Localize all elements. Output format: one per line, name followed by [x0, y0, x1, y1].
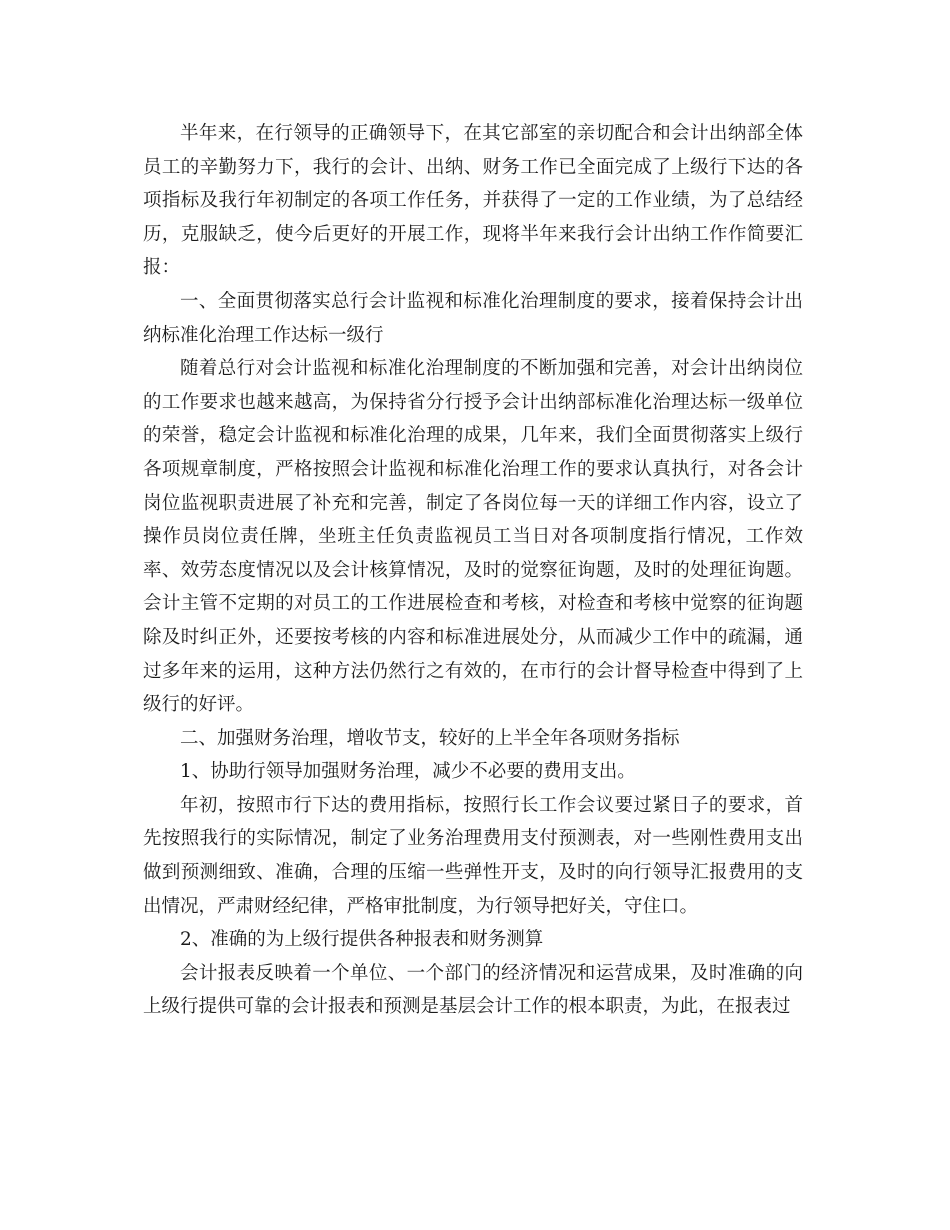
- paragraph-section-1: 随着总行对会计监视和标准化治理制度的不断加强和完善，对会计出纳岗位的工作要求也越来越高，为保持省分行授予会计出纳部标准化治理达标一级单位的荣誉，稳定会计监视和标准化治理的成果，几年来，我们全面贯彻落实上级行各项规章制度，严格按照会计监视和标准化治理工作的要求认真执行，对各会计岗位监视职责进展了补充和完善，制定了各岗位每一天的详细工作内容，设立了操作员岗位责任牌，坐班主任负责监视员工当日对各项制度指行情况，工作效率、效劳态度情况以及会计核算情况，及时的觉察征询题，及时的处理征询题。会计主管不定期的对员工的工作进展检查和考核，对检查和考核中觉察的征询题除及时纠正外，还要按考核的内容和标准进展处分，从而减少工作中的疏漏，通过多年来的运用，这种方法仍然行之有效的，在市行的会计督导检查中得到了上级行的好评。: [143, 358, 803, 716]
- document-body: [143, 117, 803, 1024]
- subheading-2-2: 2、准确的为上级行提供各种报表和财务测算: [180, 929, 544, 951]
- section-heading-2: 二、加强财务治理，增收节支，较好的上半全年各项财务指标: [180, 727, 680, 749]
- paragraph-intro: 半年来，在行领导的正确领导下，在其它部室的亲切配合和会计出纳部全体员工的辛勤努力下，我行的会计、出纳、财务工作已全面完成了上级行下达的各项指标及我行年初制定的各项工作任务，并获得了一定的工作业绩，为了总结经历，克服缺乏，使今后更好的开展工作，现将半年来我行会计出纳工作作简要汇报：: [143, 123, 803, 279]
- section-heading-1: 一、全面贯彻落实总行会计监视和标准化治理制度的要求，接着保持会计出纳标准化治理工作达标一级行: [143, 290, 803, 346]
- subheading-2-1: 1、协助行领导加强财务治理，减少不必要的费用支出。: [180, 761, 636, 783]
- paragraph-2-1: 年初，按照市行下达的费用指标，按照行长工作会议要过紧日子的要求，首先按照我行的实际情况，制定了业务治理费用支付预测表，对一些刚性费用支出做到预测细致、准确，合理的压缩一些弹性开支，及时的向行领导汇报费用的支出情况，严肃财经纪律，严格审批制度，为行领导把好关，守住口。: [143, 794, 803, 917]
- paragraph-2-2: 会计报表反映着一个单位、一个部门的经济情况和运营成果，及时准确的向上级行提供可靠的会计报表和预测是基层会计工作的根本职责，为此，在报表过: [143, 962, 803, 1018]
